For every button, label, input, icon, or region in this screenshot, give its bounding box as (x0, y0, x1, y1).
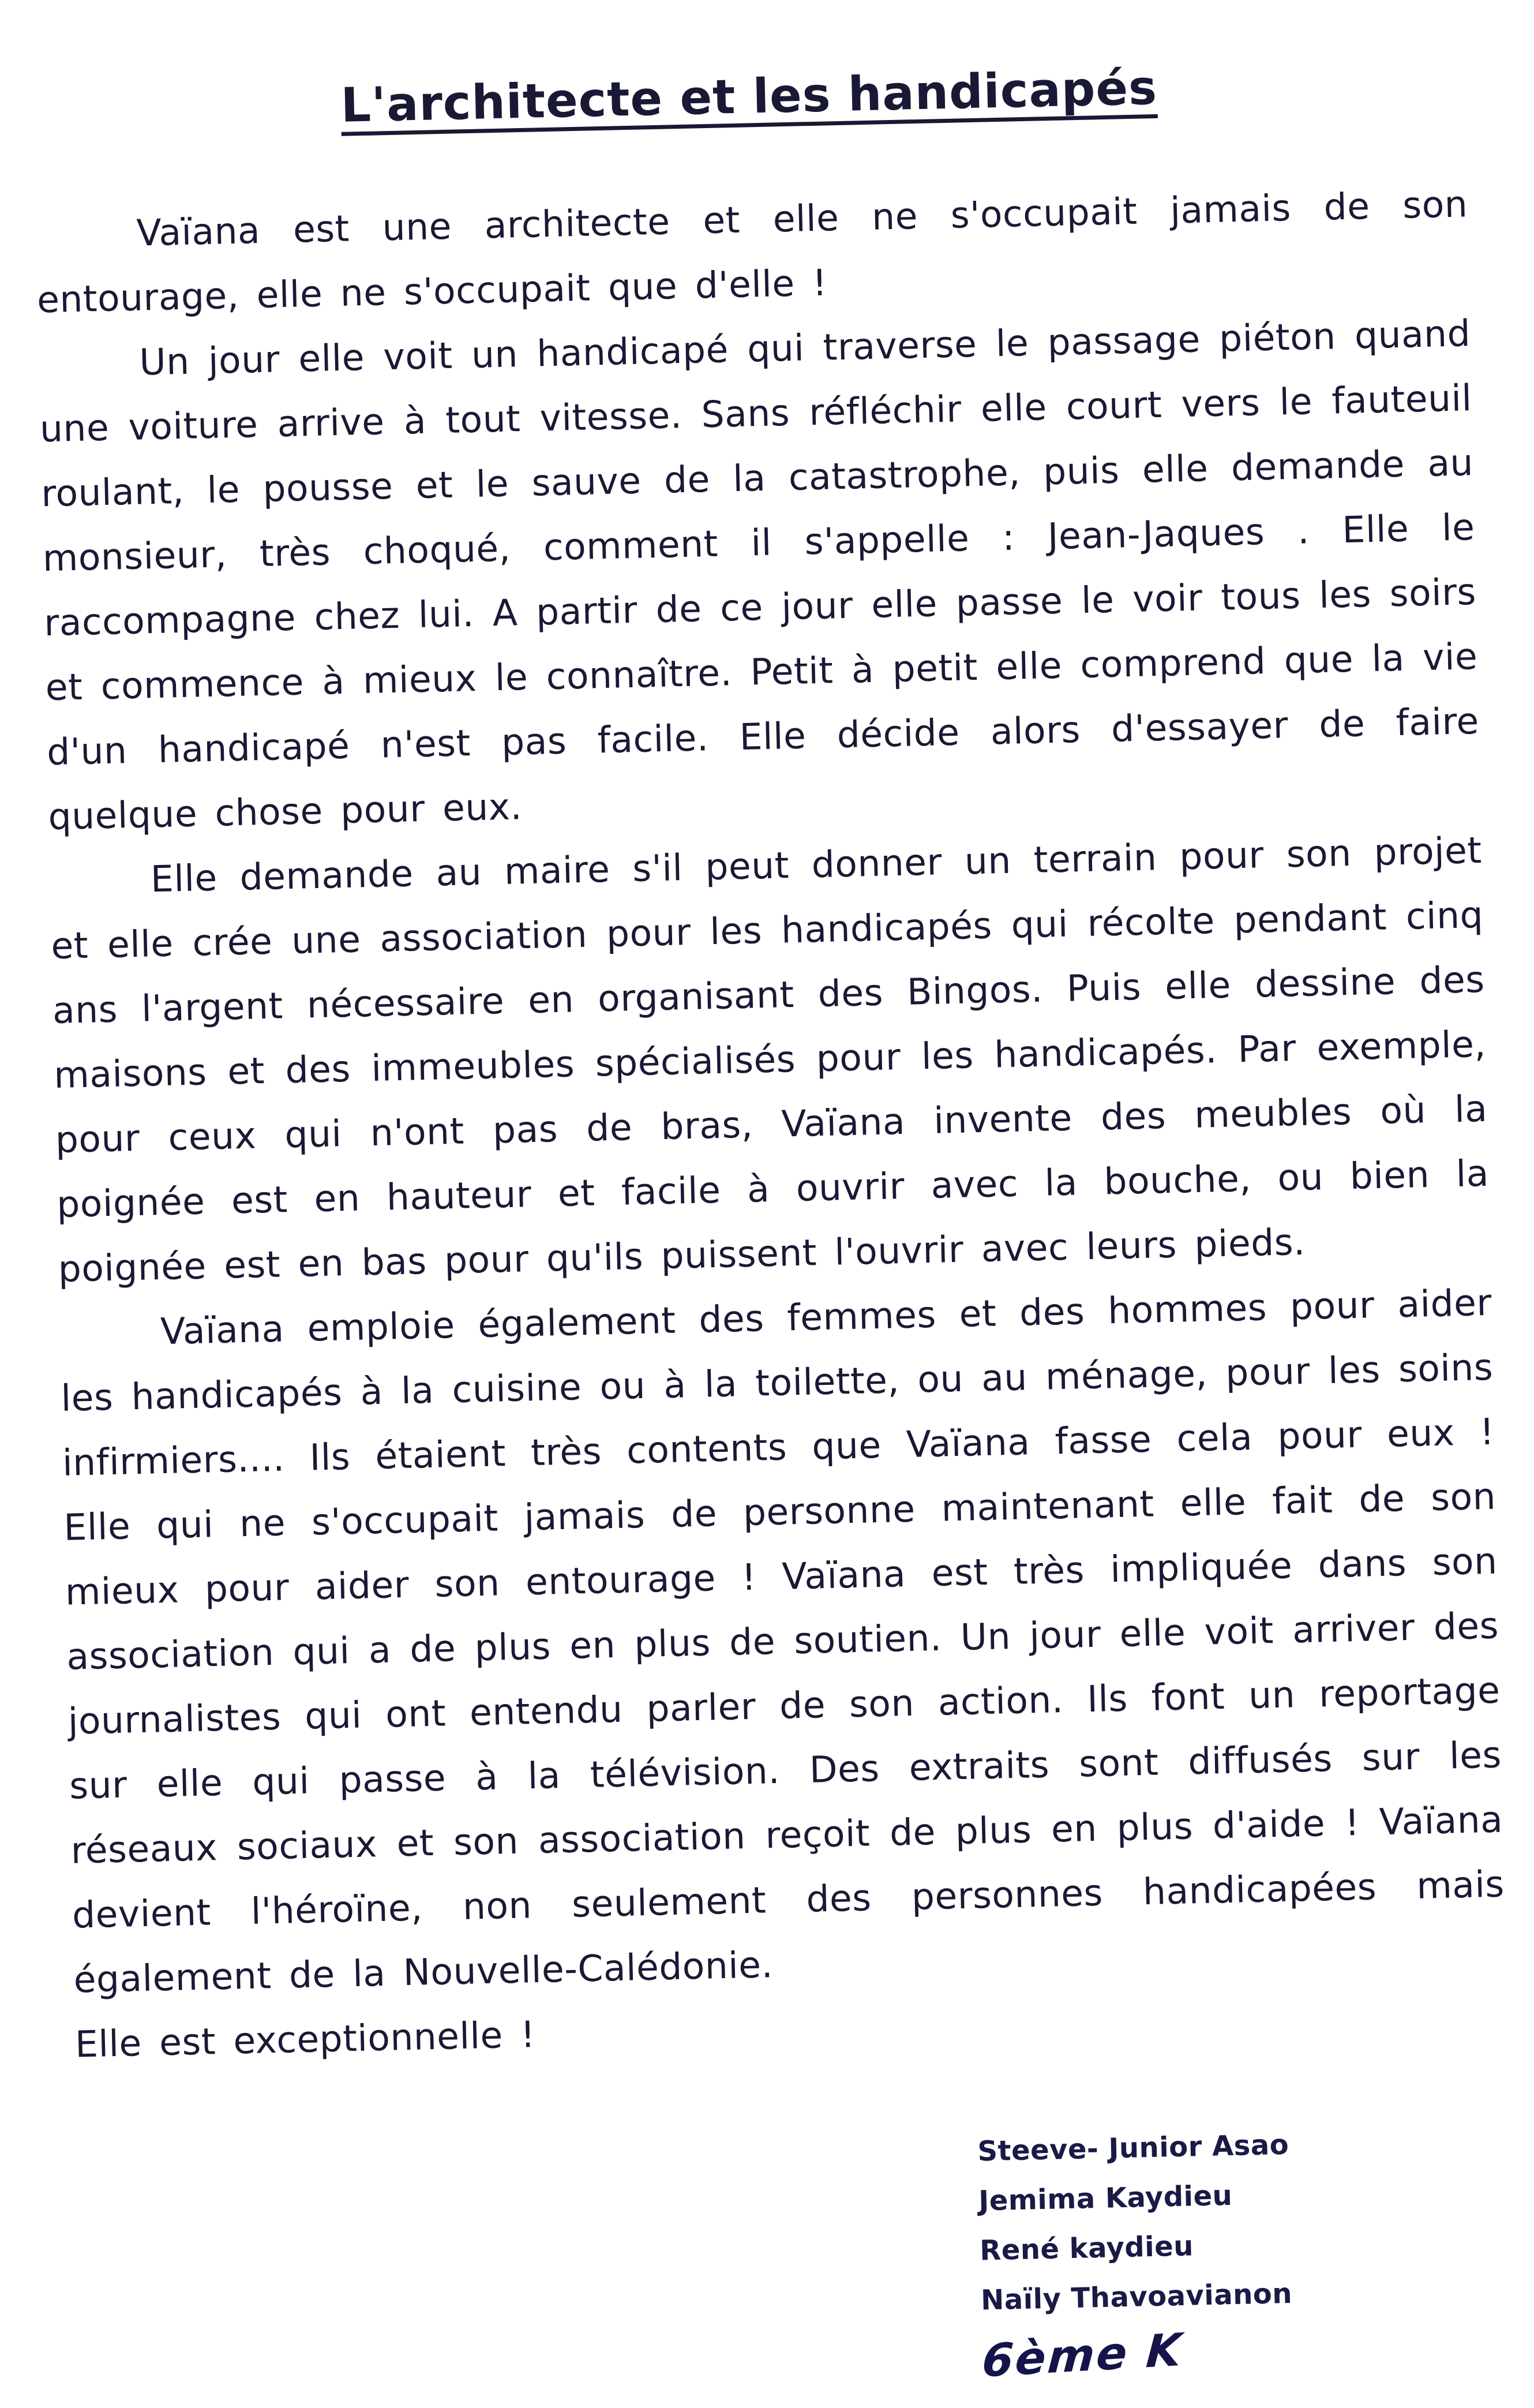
paragraph-1: Vaïana est une architecte et elle ne s'occupait jamais de son entourage, elle ne s'occupait que d'elle ! (36, 183, 1468, 321)
paragraph-2: Un jour elle voit un handicapé qui traverse le passage piéton quand une voiture arrive à tout vitesse. Sans réfléchir elle court vers le fauteuil roulant, le pousse et le sauve de la catastrophe, puis elle demande au monsieur, très choqué, comment il s'appelle : Jean-Jaques . Elle le raccompagne chez lui. A partir de ce jour elle passe le voir tous les soirs et commence à mieux le connaître. Petit à petit elle comprend que la vie d'un handicapé n'est pas facile. Elle décide alors d'essayer de faire quelque chose pour eux. (39, 312, 1480, 838)
paragraph-3: Elle demande au maire s'il peut donner un terrain pour son projet et elle crée une association pour les handicapés qui récolte pendant cinq ans l'argent nécessaire en organisant des Bingos. Puis elle dessine des maisons et des immeubles spécialisés pour les handicapés. Par exemple, pour ceux qui n'ont pas de bras, Vaïana invente des meubles où la poignée est en hauteur et facile à ouvrir avec la bouche, ou bien la poignée est en bas pour qu'ils puissent l'ouvrir avec leurs pieds. (50, 829, 1490, 1290)
handwritten-signature: 6ème K (980, 2324, 1185, 2388)
signature-name-1: Steeve- Junior Asao (977, 2128, 1289, 2168)
signature-block (77, 2115, 1515, 2407)
signature-name-3: René kaydieu (979, 2230, 1194, 2267)
page-title (32, 54, 1465, 140)
signature-name-4: Naïly Thavoavianon (980, 2277, 1293, 2317)
paragraph-4: Vaïana emploie également des femmes et des hommes pour aider les handicapés à la cuisine ou à la toilette, ou au ménage, pour les soins infirmiers.... Ils étaient très contents que Vaïana fasse cela pour eux ! Elle qui ne s'occupait jamais de personne maintenant elle fait de son mieux pour aider son entourage ! Vaïana est très impliquée dans son association qui a de plus en plus de soutien. Un jour elle voit arriver des journalistes qui ont entendu parler de son action. Ils font un reportage sur elle qui passe à la télévision. Des extraits sont diffusés sur les réseaux sociaux et son association reçoit de plus en plus d'aide ! Vaïana devient l'héroïne, non seulement des personnes handicapées mais également de la Nouvelle-Calédonie. (60, 1281, 1505, 2001)
page-title-text: L'architecte et les handicapés (340, 60, 1158, 133)
signature-name-2: Jemima Kaydieu (978, 2179, 1233, 2218)
closing-line: Elle est exceptionnelle ! (74, 2013, 536, 2066)
